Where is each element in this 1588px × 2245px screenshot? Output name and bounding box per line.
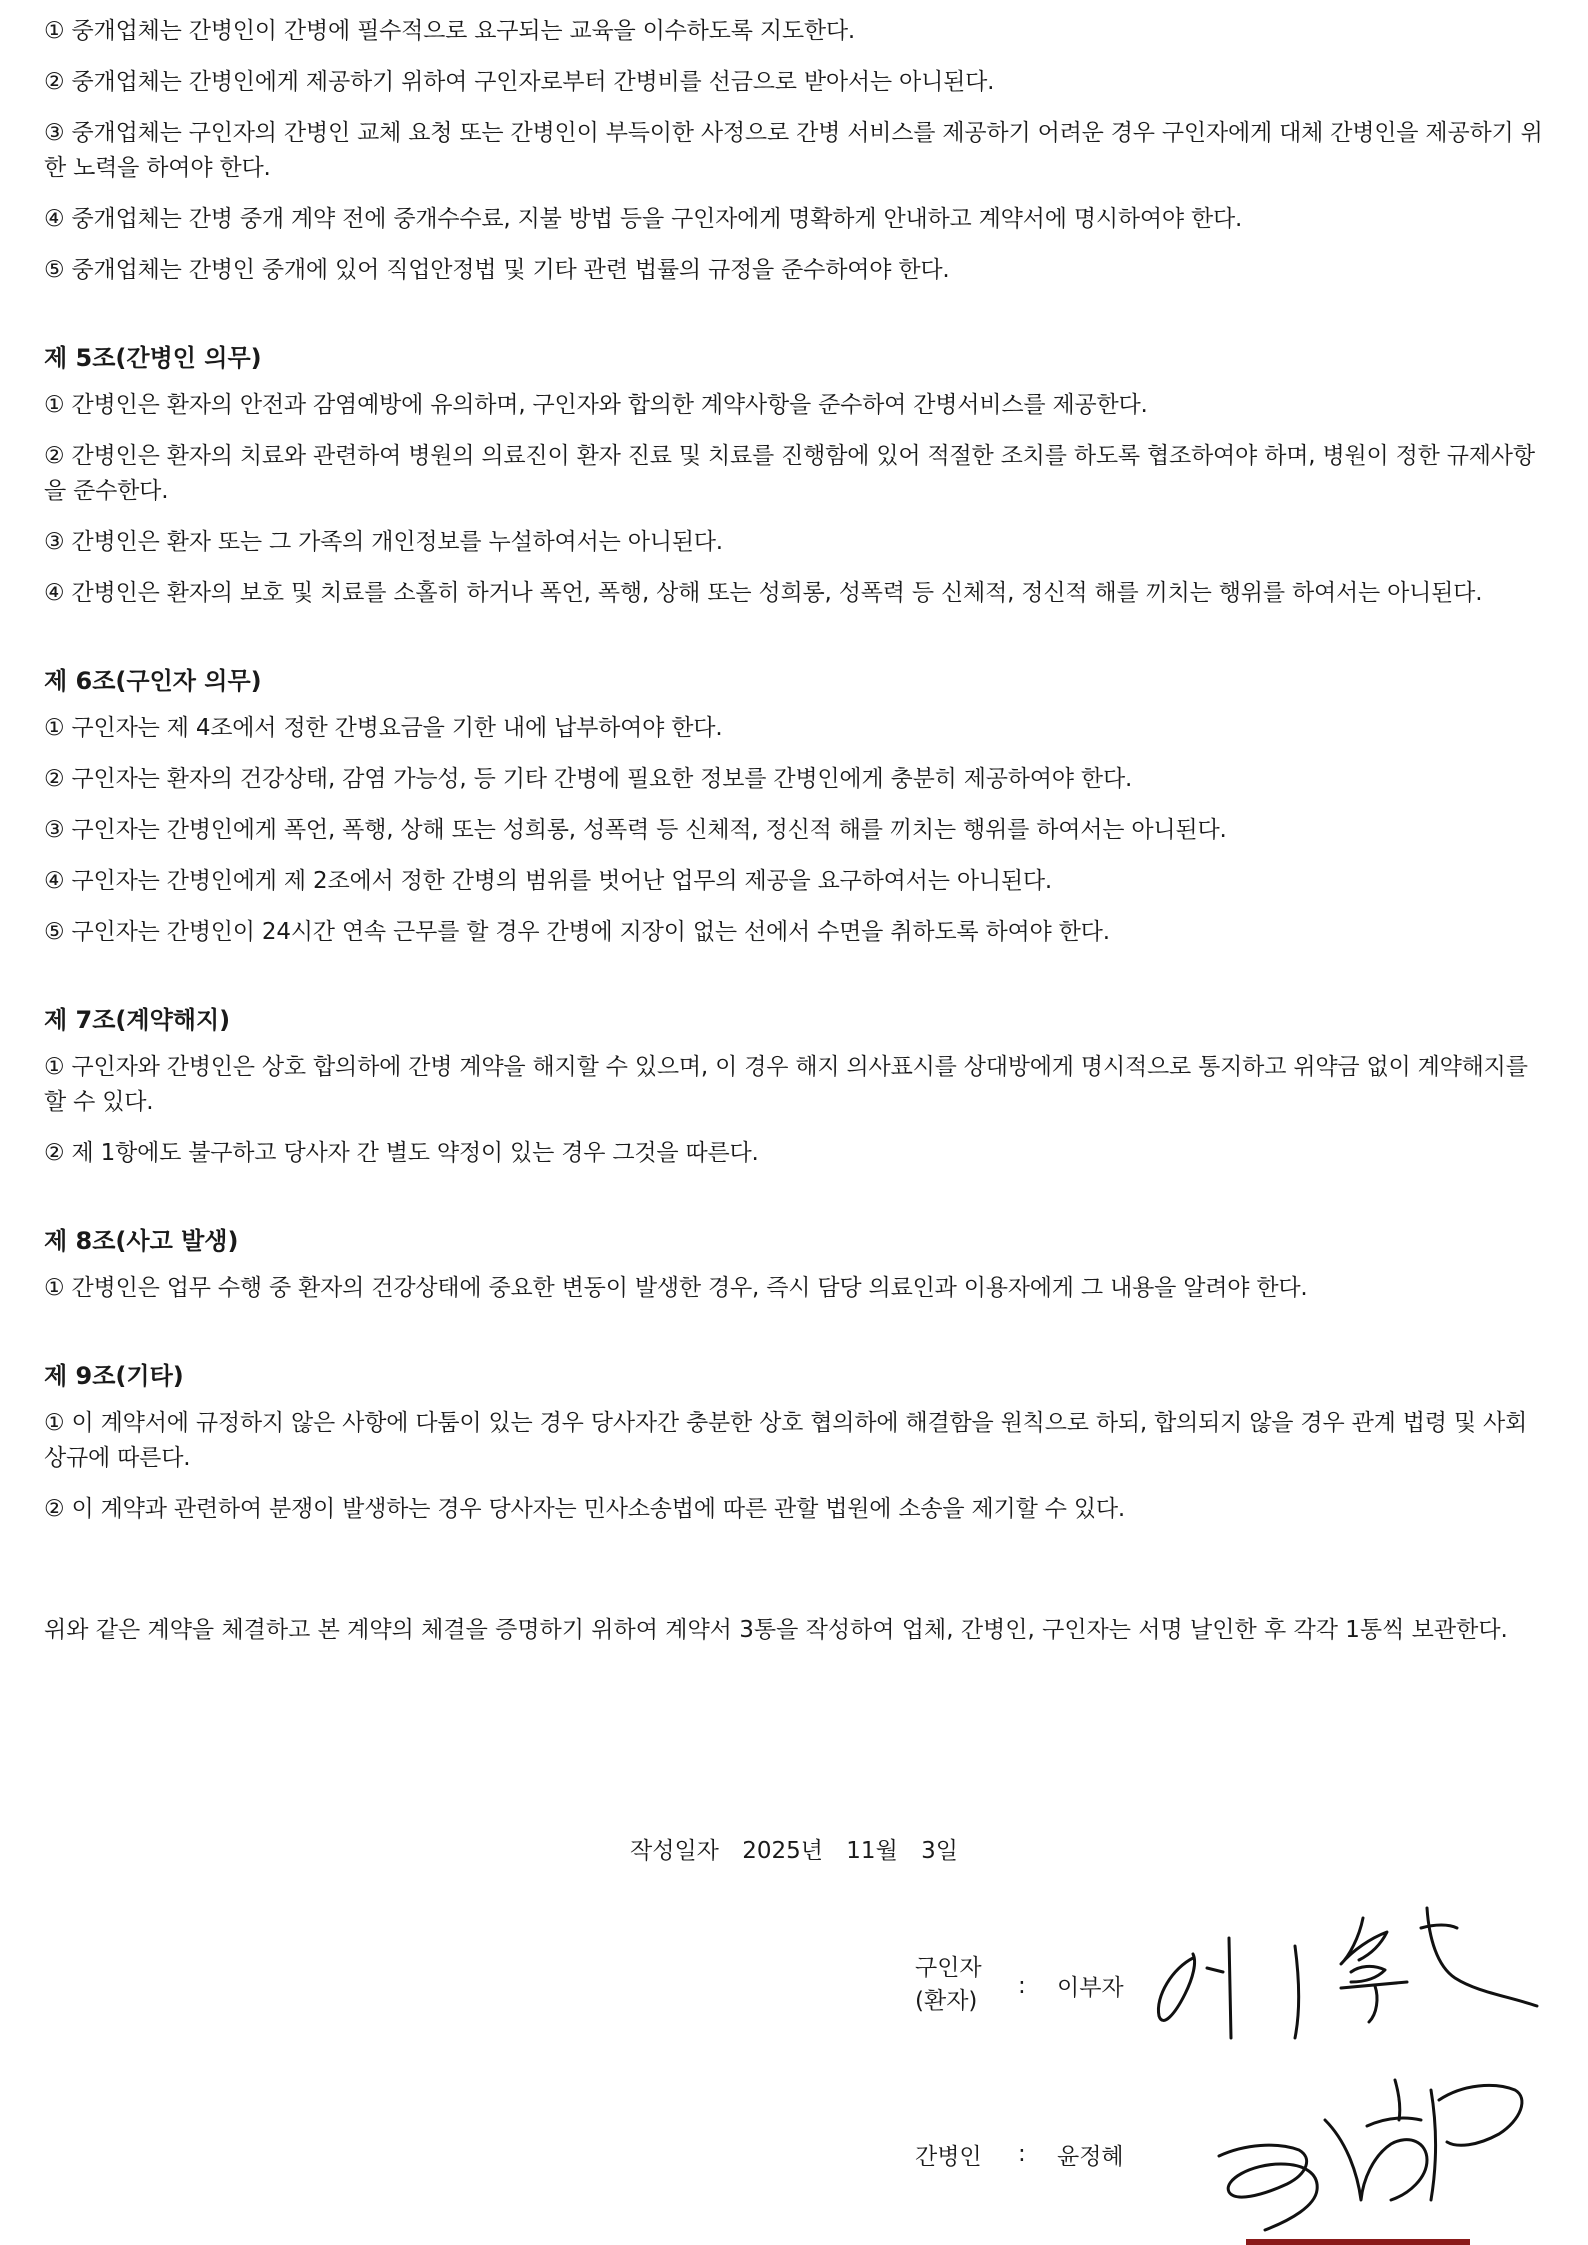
date-year: 2025년 [742,1838,823,1864]
article-9-item-2: ② 이 계약과 관련하여 분쟁이 발생하는 경우 당사자는 민사소송법에 따른 관할 법원에 소송을 제기할 수 있다. [44,1496,1125,1522]
date-line [0,1834,1588,1869]
contract-body [44,14,1544,1648]
article-4-item-1: ① 중개업체는 간병인이 간병에 필수적으로 요구되는 교육을 이수하도록 지도한다. [44,18,856,44]
caregiver-handwritten-signature [1195,2060,1535,2240]
employer-name: 이부자 [1057,1975,1124,2001]
employer-label-line2: (환자) [915,1988,978,2014]
article-4-items [44,14,1544,288]
employer-colon: : [1018,1973,1026,1999]
article-4-item-5: ⑤ 중개업체는 간병인 중개에 있어 직업안정법 및 기타 관련 법률의 규정을 준수하여야 한다. [44,257,950,283]
article-5-item-4: ④ 간병인은 환자의 보호 및 치료를 소홀히 하거나 폭언, 폭행, 상해 또는 성희롱, 성폭력 등 신체적, 정신적 해를 끼치는 행위를 하여서는 아니된다. [44,580,1483,606]
employer-label-line1: 구인자 [915,1955,982,1981]
seal-stamp-edge [1246,2239,1470,2245]
article-6-item-5: ⑤ 구인자는 간병인이 24시간 연속 근무를 할 경우 간병에 지장이 없는 선에서 수면을 취하도록 하여야 한다. [44,919,1110,945]
article-5-title: 제 5조(간병인 의무) [44,344,262,372]
article-6-item-3: ③ 구인자는 간병인에게 폭언, 폭행, 상해 또는 성희롱, 성폭력 등 신체적, 정신적 해를 끼치는 행위를 하여서는 아니된다. [44,817,1227,843]
article-8-item-1: ① 간병인은 업무 수행 중 환자의 건강상태에 중요한 변동이 발생한 경우, 즉시 담당 의료인과 이용자에게 그 내용을 알려야 한다. [44,1275,1308,1301]
caregiver-name: 윤정혜 [1057,2144,1124,2170]
article-6-item-1: ① 구인자는 제 4조에서 정한 간병요금을 기한 내에 납부하여야 한다. [44,715,723,741]
article-6 [44,663,1544,950]
article-6-item-2: ② 구인자는 환자의 건강상태, 감염 가능성, 등 기타 간병에 필요한 정보를 간병인에게 충분히 제공하여야 한다. [44,766,1133,792]
article-5 [44,340,1544,611]
article-9 [44,1358,1544,1527]
article-5-item-1: ① 간병인은 환자의 안전과 감염예방에 유의하며, 구인자와 합의한 계약사항을 준수하여 간병서비스를 제공한다. [44,392,1148,418]
article-6-item-4: ④ 구인자는 간병인에게 제 2조에서 정한 간병의 범위를 벗어난 업무의 제공을 요구하여서는 아니된다. [44,868,1053,894]
date-label: 작성일자 [630,1838,719,1864]
article-8 [44,1223,1544,1306]
article-4-item-3: ③ 중개업체는 구인자의 간병인 교체 요청 또는 간병인이 부득이한 사정으로 간병 서비스를 제공하기 어려운 경우 구인자에게 대체 간병인을 제공하기 위한 노력을 하여야 한다. [44,120,1543,181]
article-8-title: 제 8조(사고 발생) [44,1227,239,1255]
article-9-item-1: ① 이 계약서에 규정하지 않은 사항에 다툼이 있는 경우 당사자간 충분한 상호 협의하에 해결함을 원칙으로 하되, 합의되지 않을 경우 관계 법령 및 사회상규에 따른다. [44,1410,1528,1471]
article-4-item-4: ④ 중개업체는 간병 중개 계약 전에 중개수수료, 지불 방법 등을 구인자에게 명확하게 안내하고 계약서에 명시하여야 한다. [44,206,1243,232]
article-6-title: 제 6조(구인자 의무) [44,667,262,695]
article-9-title: 제 9조(기타) [44,1362,184,1390]
article-5-item-2: ② 간병인은 환자의 치료와 관련하여 병원의 의료진이 환자 진료 및 치료를 진행함에 있어 적절한 조치를 하도록 협조하여야 하며, 병원이 정한 규제사항을 준수한다. [44,443,1535,504]
article-5-item-3: ③ 간병인은 환자 또는 그 가족의 개인정보를 누설하여서는 아니된다. [44,529,723,555]
article-7-item-2: ② 제 1항에도 불구하고 당사자 간 별도 약정이 있는 경우 그것을 따른다. [44,1140,759,1166]
caregiver-colon: : [1018,2141,1026,2167]
caregiver-label: 간병인 [915,2144,982,2170]
date-day: 3일 [921,1838,958,1864]
employer-handwritten-signature [1145,1898,1555,2048]
article-4-item-2: ② 중개업체는 간병인에게 제공하기 위하여 구인자로부터 간병비를 선금으로 받아서는 아니된다. [44,69,995,95]
closing-statement: 위와 같은 계약을 체결하고 본 계약의 체결을 증명하기 위하여 계약서 3통을 작성하여 업체, 간병인, 구인자는 서명 날인한 후 각각 1통씩 보관한다. [44,1617,1508,1643]
employer-label [915,1952,982,2018]
article-7 [44,1002,1544,1171]
date-month: 11월 [846,1838,898,1864]
article-7-item-1: ① 구인자와 간병인은 상호 합의하에 간병 계약을 해지할 수 있으며, 이 경우 해지 의사표시를 상대방에게 명시적으로 통지하고 위약금 없이 계약해지를 할 수 있다. [44,1054,1528,1115]
article-7-title: 제 7조(계약해지) [44,1006,231,1034]
